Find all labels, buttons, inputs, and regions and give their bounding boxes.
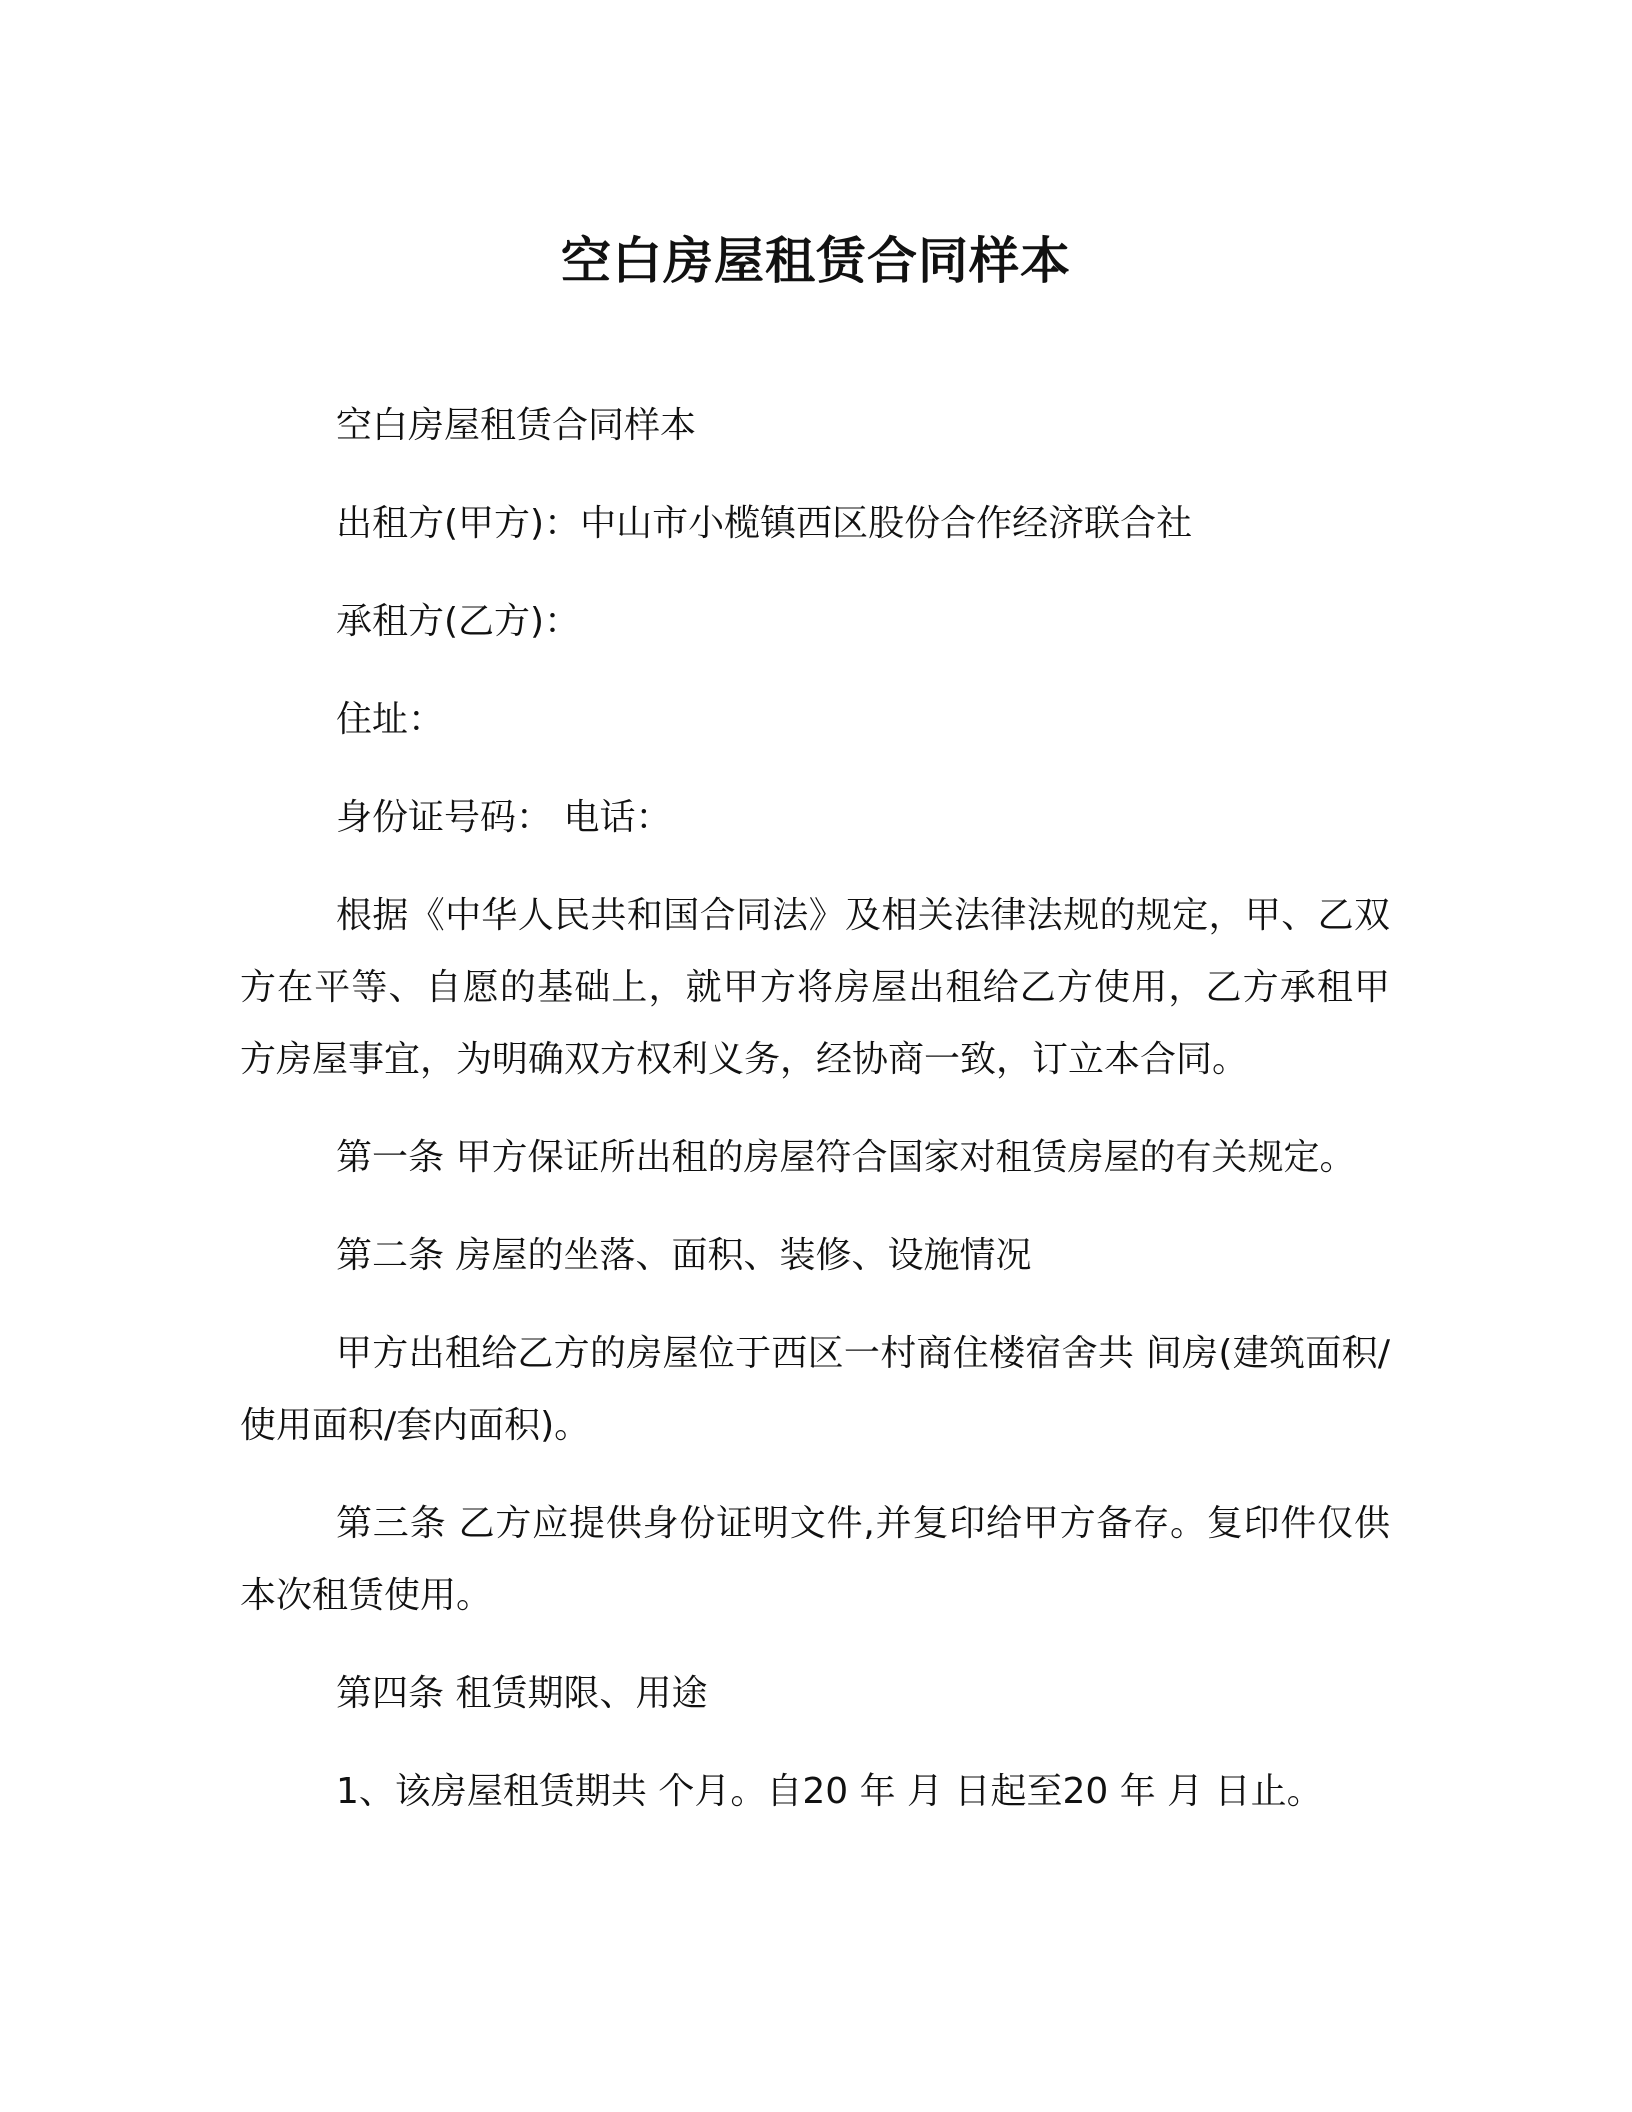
paragraph-article-4-item-1: 1、该房屋租赁期共 个月。自20 年 月 日起至20 年 月 日止。 <box>336 1771 1323 1812</box>
paragraph-article-1: 第一条 甲方保证所出租的房屋符合国家对租赁房屋的有关规定。 <box>336 1137 1356 1178</box>
paragraph-subtitle: 空白房屋租赁合同样本 <box>336 405 697 446</box>
paragraph-id-phone: 身份证号码： 电话： <box>336 797 672 838</box>
paragraph-address: 住址： <box>336 699 445 740</box>
paragraph-lessor: 出租方(甲方)：中山市小榄镇西区股份合作经济联合社 <box>336 503 1193 544</box>
document-title: 空白房屋租赁合同样本 <box>561 232 1071 290</box>
paragraph-preamble: 根据《中华人民共和国合同法》及相关法律法规的规定，甲、乙双方在平等、自愿的基础上，就甲方将房屋出租给乙方使用，乙方承租甲方房屋事宜，为明确双方权利义务，经协商一致，订立本合同。 <box>240 895 1390 1080</box>
paragraph-article-2-detail: 甲方出租给乙方的房屋位于西区一村商住楼宿舍共 间房(建筑面积/使用面积/套内面积)。 <box>240 1333 1390 1446</box>
paragraph-article-4: 第四条 租赁期限、用途 <box>336 1673 708 1714</box>
document-body <box>240 390 1390 1854</box>
paragraph-article-3: 第三条 乙方应提供身份证明文件,并复印给甲方备存。复印件仅供本次租赁使用。 <box>240 1503 1390 1616</box>
paragraph-article-2: 第二条 房屋的坐落、面积、装修、设施情况 <box>336 1235 1032 1276</box>
paragraph-lessee: 承租方(乙方)： <box>336 601 581 642</box>
